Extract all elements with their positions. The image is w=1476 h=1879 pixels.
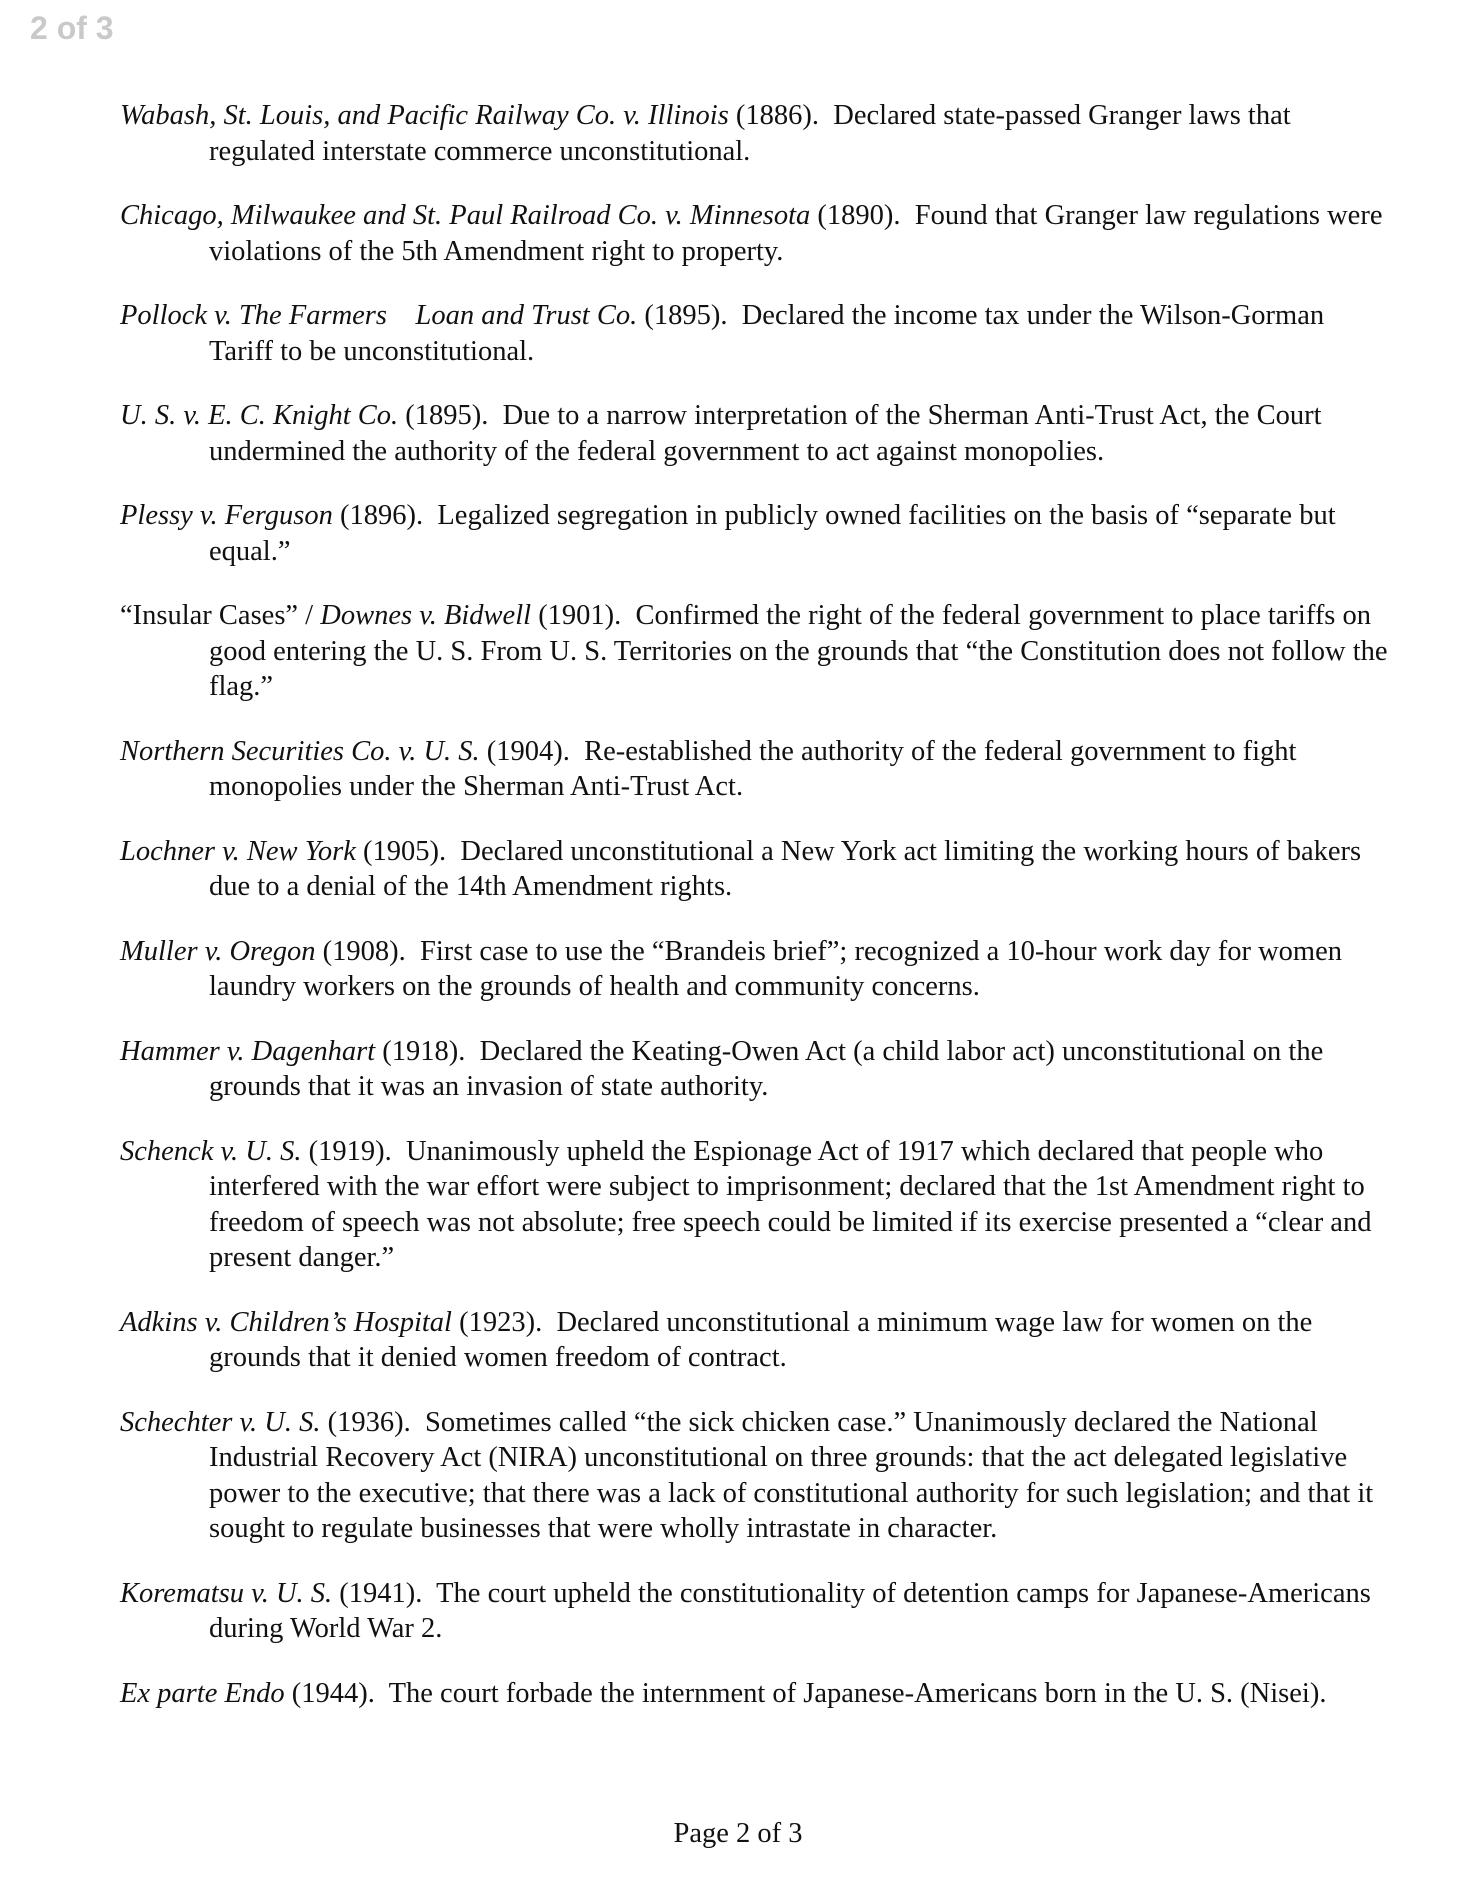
case-description: Declared state-passed Granger laws that regulated interstate commerce unconstitutional. [209, 100, 1291, 167]
case-year: (1923). [459, 1306, 543, 1338]
case-entry [120, 1305, 1390, 1376]
case-name: Plessy v. Ferguson [120, 500, 333, 531]
case-description: The court upheld the constitutionality of detention camps for Japanese-Americans during World War 2. [209, 1577, 1371, 1644]
case-entry [120, 298, 1390, 369]
case-entry [120, 834, 1390, 905]
case-year: (1886). [735, 100, 820, 131]
case-prefix: “Insular Cases” / [120, 600, 321, 631]
case-name: U. S. v. E. C. Knight Co. [120, 400, 399, 431]
case-entry [120, 1134, 1390, 1276]
case-description: Declared the income tax under the Wilson-Gorman Tariff to be unconstitutional. [209, 300, 1325, 367]
case-description: Due to a narrow interpretation of the Sherman Anti-Trust Act, the Court undermined the authority of the federal government to act against monopolies. [209, 400, 1322, 467]
case-name: Wabash, St. Louis, and Pacific Railway Co. v. Illinois [120, 100, 729, 131]
case-entry [120, 98, 1390, 169]
case-year: (1890). [817, 200, 901, 231]
case-description: Sometimes called “the sick chicken case.” Unanimously declared the National Industrial Recovery Act (NIRA) unconstitutional on three grounds: that the act delegated legislative power to the executive; that there was a lack of constitutional authority for such legislation; and that it sought to regulate businesses that were wholly intrastate in character. [209, 1406, 1374, 1544]
case-year: (1908). [322, 935, 406, 967]
case-name: Pollock v. The Farmers Loan and Trust Co. [120, 300, 638, 331]
case-year: (1905). [363, 835, 447, 867]
case-entry [120, 734, 1390, 805]
case-description: Found that Granger law regulations were violations of the 5th Amendment right to property. [209, 200, 1383, 267]
case-description: Re-established the authority of the federal government to fight monopolies under the Sherman Anti-Trust Act. [209, 735, 1297, 802]
case-entry [120, 934, 1390, 1005]
case-year: (1944). [291, 1677, 375, 1709]
case-year: (1919). [308, 1135, 392, 1167]
case-name: Adkins v. Children’s Hospital [120, 1306, 452, 1338]
page-footer: Page 2 of 3 [673, 1818, 803, 1849]
case-entry [120, 1405, 1390, 1547]
case-description: Declared unconstitutional a New York act limiting the working hours of bakers due to a denial of the 14th Amendment rights. [209, 835, 1362, 902]
case-name: Schenck v. U. S. [120, 1135, 302, 1167]
case-name: Korematsu v. U. S. [120, 1577, 333, 1609]
case-description: Legalized segregation in publicly owned facilities on the basis of “separate but equal.” [209, 500, 1336, 567]
case-year: (1941). [339, 1577, 423, 1609]
case-description: Declared unconstitutional a minimum wage law for women on the grounds that it denied women freedom of contract. [209, 1306, 1313, 1373]
page-indicator-badge: 2 of 3 [30, 10, 114, 46]
case-name: Ex parte Endo [120, 1677, 285, 1709]
case-year: (1901). [538, 600, 622, 631]
case-description: Declared the Keating-Owen Act (a child labor act) unconstitutional on the grounds that it was an invasion of state authority. [209, 1035, 1324, 1102]
case-year: (1895). [405, 400, 489, 431]
case-year: (1904). [486, 735, 570, 767]
case-entry [120, 1576, 1390, 1647]
case-entry [120, 198, 1390, 269]
case-name: Lochner v. New York [120, 835, 356, 867]
case-entry [120, 398, 1390, 469]
case-name: Downes v. Bidwell [320, 600, 532, 631]
case-entry [120, 1676, 1390, 1712]
case-description: Unanimously upheld the Espionage Act of 1917 which declared that people who interfered with the war effort were subject to imprisonment; declared that the 1st Amendment right to freedom of speech was not absolute; free speech could be limited if its exercise presented a “clear and present danger.” [209, 1135, 1372, 1273]
case-name: Chicago, Milwaukee and St. Paul Railroad Co. v. Minnesota [120, 200, 811, 231]
case-year: (1918). [382, 1035, 466, 1067]
case-entry [120, 598, 1390, 705]
case-description: The court forbade the internment of Japanese-Americans born in the U. S. (Nisei). [388, 1677, 1327, 1709]
case-name: Schechter v. U. S. [120, 1406, 321, 1438]
case-description: First case to use the “Brandeis brief”; recognized a 10-hour work day for women laundry workers on the grounds of health and community concerns. [209, 935, 1342, 1002]
case-name: Northern Securities Co. v. U. S. [120, 735, 480, 767]
case-entry [120, 1034, 1390, 1105]
case-entry [120, 498, 1390, 569]
case-description: Confirmed the right of the federal government to place tariffs on good entering the U. S. From U. S. Territories on the grounds that “the Constitution does not follow the flag.” [209, 600, 1388, 702]
case-year: (1936). [327, 1406, 411, 1438]
case-name: Muller v. Oregon [120, 935, 316, 967]
case-year: (1896). [340, 500, 424, 531]
case-year: (1895). [644, 300, 728, 331]
case-list [120, 98, 1390, 1740]
case-name: Hammer v. Dagenhart [120, 1035, 376, 1067]
